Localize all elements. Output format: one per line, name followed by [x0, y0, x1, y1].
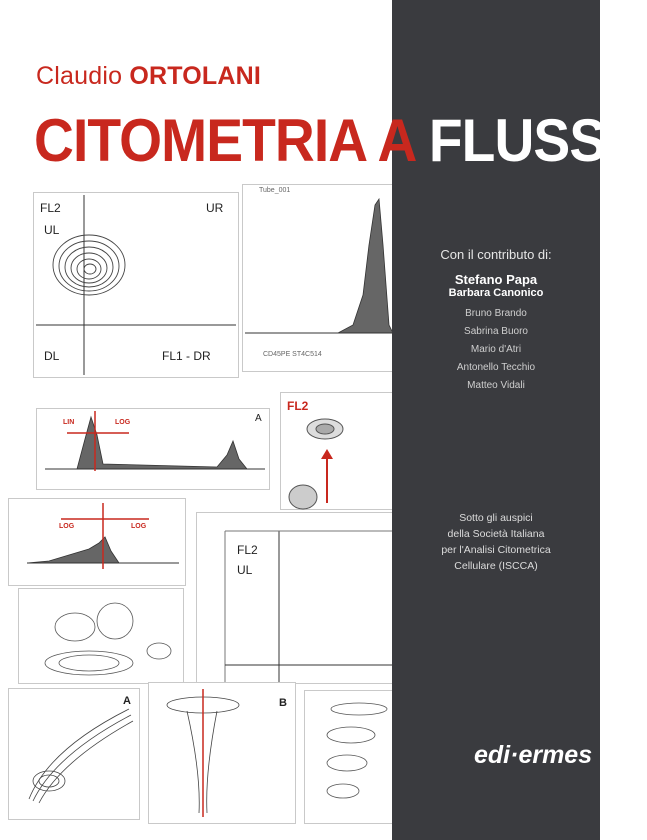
- histogram-top-axis: CD45PE ST4C514: [263, 351, 322, 358]
- quadrant-ur-label: UR: [206, 201, 224, 215]
- scatter-c: [304, 690, 393, 824]
- auspices-line: per l'Analisi Citometrica: [441, 544, 551, 556]
- auspices-line: della Società Italiana: [447, 528, 545, 540]
- quadrant-plot-2-graphic: [197, 513, 393, 683]
- quadrant-ul-label: UL: [44, 223, 60, 237]
- book-title-white: FLUSSO: [428, 107, 647, 174]
- histogram-b: [8, 498, 186, 586]
- contributors: [400, 247, 592, 395]
- quadrant2-fl2-label: FL2: [237, 543, 258, 557]
- contributors-intro: Con il contributo di:: [440, 247, 552, 262]
- scatter-b-letter: B: [279, 697, 287, 709]
- histogram-top-header: Tube_001: [259, 187, 291, 194]
- histogram-b-log-left: LOG: [59, 523, 75, 530]
- histogram-top-graphic: [243, 185, 393, 371]
- quadrant-fl1-dr-label: FL1 - DR: [162, 349, 211, 363]
- contributor-main-2: Barbara Canonico: [448, 287, 544, 299]
- auspices-line: Sotto gli auspici: [459, 512, 533, 524]
- contributor-other: Antonello Tecchio: [456, 362, 536, 373]
- book-title: [34, 106, 647, 176]
- scatter-a-letter: A: [123, 695, 131, 707]
- contour-panel-graphic: [19, 589, 183, 683]
- publisher-logo: edi·ermes: [474, 741, 593, 769]
- auspices: [400, 510, 592, 574]
- scatter-a-graphic: [9, 689, 139, 819]
- auspices-line: Cellulare (ISCCA): [454, 560, 538, 572]
- histogram-a: [36, 408, 270, 490]
- arrow-panel: [280, 392, 393, 510]
- scatter-b: [148, 682, 296, 824]
- histogram-b-log-right: LOG: [131, 523, 147, 530]
- contributor-main-1: Stefano Papa: [454, 272, 538, 287]
- author-first-name: Claudio: [36, 62, 123, 90]
- histogram-a-log: LOG: [115, 419, 131, 426]
- histogram-b-graphic: [9, 499, 185, 585]
- quadrant-plot: [33, 192, 239, 378]
- contributor-other: Bruno Brando: [465, 308, 527, 319]
- contributor-other: Mario d'Atri: [470, 344, 522, 355]
- quadrant-fl2-label: FL2: [40, 201, 61, 215]
- quadrant2-ul-label: UL: [237, 563, 253, 577]
- histogram-a-lin: LIN: [63, 419, 75, 426]
- book-title-red: CITOMETRIA A: [34, 107, 415, 174]
- quadrant-plot-2: [196, 512, 393, 684]
- scatter-a: [8, 688, 140, 820]
- author-last-name: ORTOLANI: [129, 62, 262, 90]
- contributor-other: Matteo Vidali: [467, 380, 525, 391]
- contour-panel: [18, 588, 184, 684]
- arrow-panel-fl2: FL2: [287, 399, 309, 413]
- author-name: [36, 62, 261, 91]
- histogram-top: [242, 184, 393, 372]
- scatter-b-graphic: [149, 683, 295, 823]
- histogram-a-letter: A: [255, 413, 262, 424]
- contributor-other: Sabrina Buoro: [464, 326, 528, 337]
- quadrant-dl-label: DL: [44, 349, 60, 363]
- scatter-c-graphic: [305, 691, 393, 823]
